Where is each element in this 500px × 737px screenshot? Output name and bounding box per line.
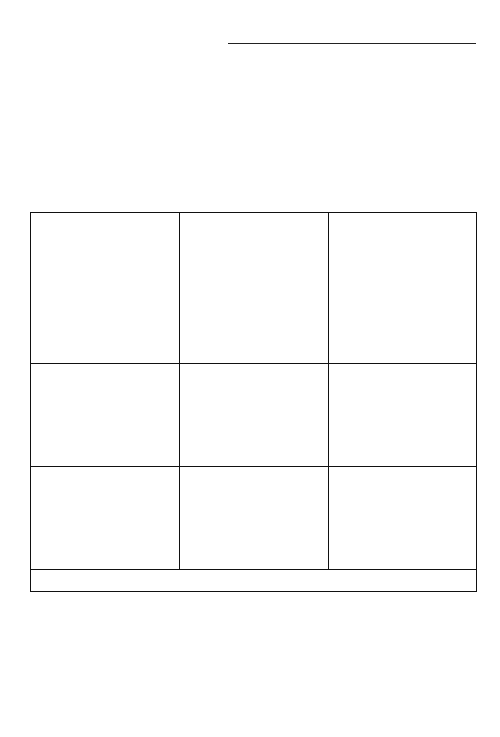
header-underline: [228, 43, 476, 44]
grid-divider: [179, 213, 180, 569]
grid-divider: [31, 466, 476, 467]
coscienza-row: [31, 569, 476, 591]
assessment-grid: [30, 212, 477, 592]
grid-divider: [31, 363, 476, 364]
grid-divider: [328, 213, 329, 569]
